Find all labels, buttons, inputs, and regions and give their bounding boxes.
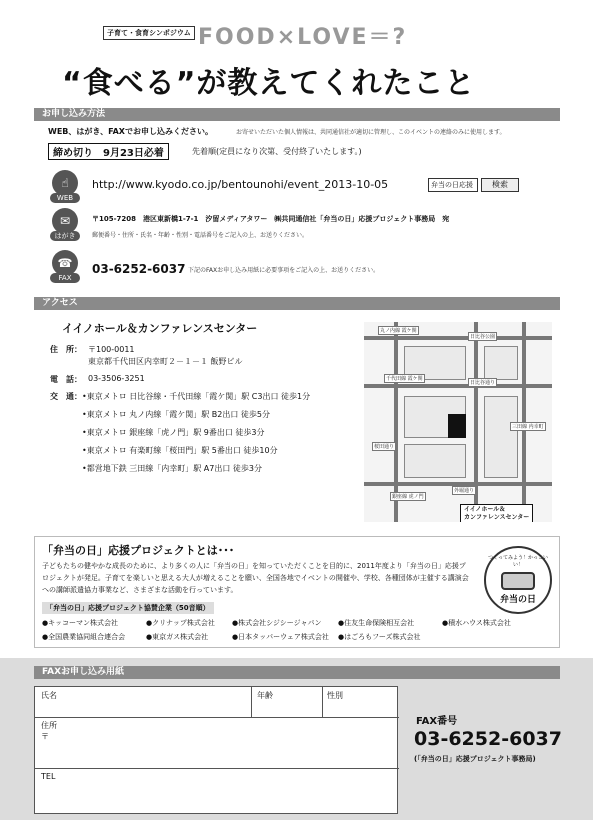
search-button[interactable]: 検索 — [481, 178, 519, 192]
map-label-toranomon: 銀座線 虎ノ門 — [392, 494, 424, 500]
transit-line: •東京メトロ 銀座線「虎ノ門」駅 9番出口 徒歩3分 — [82, 428, 265, 437]
project-body: 子どもたちの健やかな成長のために、より多くの人に「弁当の日」を知っていただくことを目的に、2011年度より「弁当の日」応援プロジェクトが発足。子育てを楽しいと思える大人が増えることを願い、全国各地でイベントの開催や、学校、各種団体が主催する講演会への講師派遣協力事業など、さまざまな活動を行っています。 — [42, 562, 469, 594]
apply-section-header: お申し込み方法 — [34, 108, 560, 121]
sponsor-item: ●日本タッパーウェア株式会社 — [232, 633, 329, 641]
event-tag: 子育て・食育シンポジウム — [103, 26, 195, 40]
gender-label: 性別 — [327, 691, 343, 700]
transit-line: •東京メトロ 有楽町線「桜田門」駅 5番出口 徒歩10分 — [82, 446, 278, 455]
map-block — [484, 346, 518, 380]
bentou-logo — [484, 546, 552, 614]
transit-line: •東京メトロ 日比谷線・千代田線「霞ケ関」駅 C3出口 徒歩1分 — [82, 392, 311, 401]
map-label-marunouchi: 丸ノ内線 霞ケ関 — [380, 328, 417, 334]
venue-marker — [448, 414, 466, 438]
map-label-hibiya-park: 日比谷公園 — [470, 334, 496, 340]
search-input[interactable]: 弁当の日応援 — [428, 178, 478, 192]
fax-number: 03-6252-6037 — [92, 262, 186, 276]
transit-line: •東京メトロ 丸ノ内線「霞ケ関」駅 B2出口 徒歩5分 — [82, 410, 271, 419]
map-label-chiyoda: 千代田線 霞ケ関 — [386, 376, 423, 382]
map-block — [404, 444, 466, 478]
address-label: 住 所： — [50, 345, 82, 354]
postcard-icon-label: はがき — [50, 231, 80, 241]
access-section-header: アクセス — [34, 297, 560, 310]
first-come-note: 先着順(定員になり次第、受付終了いたします。) — [192, 147, 362, 156]
sponsor-item: ●住友生命保険相互会社 — [338, 619, 415, 627]
page-title: “食べる”が教えてくれたこと — [62, 66, 476, 101]
sponsor-item: ●積水ハウス株式会社 — [442, 619, 511, 627]
web-icon: ☝ WEB — [50, 170, 80, 203]
tel-field[interactable] — [35, 769, 399, 813]
postal-code: 〒100-0011 — [88, 345, 135, 354]
tel-label: TEL — [41, 772, 56, 781]
event-logo: FOOD×LOVE＝? — [198, 25, 408, 50]
fax-office: (「弁当の日」応援プロジェクト事務局) — [414, 755, 536, 763]
map-venue-caption-line: カンファレンスセンター — [464, 514, 530, 521]
fax-form-header: FAXお申し込み用紙 — [34, 666, 560, 679]
venue-address: 東京都千代田区内幸町２－１－１ 飯野ビル — [88, 357, 243, 366]
map-label-hibiya-st: 日比谷通り — [470, 380, 496, 386]
privacy-note: お寄せいただいた個人情報は、共同通信社が適切に管理し、このイベントの連絡のみに使用します。 — [236, 129, 506, 136]
mail-address: 〒105-7208 港区東新橋1-7-1 汐留メディアタワー ㈱共同通信社「弁当の日」応援プロジェクト事務局 宛 — [92, 215, 450, 223]
venue-phone: 03-3506-3251 — [88, 374, 145, 383]
apply-intro: WEB、はがき、FAXでお申し込みください。 — [48, 127, 213, 136]
map-venue-caption — [460, 504, 533, 522]
fax-form-table — [34, 686, 398, 814]
venue-name: イイノホール＆カンファレンスセンター — [62, 322, 258, 335]
bentou-logo-ring-text: つくってみよう！かっこいい！ — [488, 555, 548, 568]
map-label-uchisaiwai: 三田線 内幸町 — [512, 424, 544, 430]
gender-field[interactable] — [323, 687, 399, 717]
web-icon-label: WEB — [50, 193, 80, 203]
age-field[interactable] — [252, 687, 322, 717]
access-map — [364, 322, 552, 522]
sponsor-item: ●はごろもフーズ株式会社 — [338, 633, 421, 641]
sponsor-item: ●キッコーマン株式会社 — [42, 619, 118, 627]
sponsor-item: ●クリナップ株式会社 — [146, 619, 215, 627]
map-venue-caption-line: イイノホール＆ — [464, 506, 506, 513]
map-block — [484, 396, 518, 478]
web-url-link[interactable]: http://www.kyodo.co.jp/bentounohi/event_2013-10-05 — [92, 178, 389, 191]
transit-line: •都営地下鉄 三田線「内幸町」駅 A7出口 徒歩3分 — [82, 464, 262, 473]
map-label-sakurada: 桜田通り — [374, 444, 395, 450]
bentou-logo-text: 弁当の日 — [499, 595, 536, 605]
map-label-gaien: 外堀通り — [454, 488, 475, 494]
fax-note: 下記のFAXお申し込み用紙に必要事項をご記入の上、お送りください。 — [188, 267, 380, 274]
sponsor-item: ●全国農業協同組合連合会 — [42, 633, 126, 641]
bento-box-icon — [501, 572, 535, 590]
name-label: 氏名 — [41, 691, 57, 700]
fax-caption: FAX番号 — [416, 716, 458, 727]
address-label: 住所 — [41, 721, 57, 730]
sponsor-header: 「弁当の日」応援プロジェクト協賛企業（50音順） — [42, 602, 214, 614]
fax-icon: ☎ FAX — [50, 250, 80, 283]
age-label: 年齢 — [257, 691, 273, 700]
transit-label: 交 通： — [50, 392, 82, 401]
name-field[interactable] — [35, 687, 251, 717]
sponsor-item: ●株式会社シジシージャパン — [232, 619, 322, 627]
project-title: 「弁当の日」応援プロジェクトとは･･･ — [42, 544, 235, 557]
fax-icon-label: FAX — [50, 273, 80, 283]
mail-note: 郵便番号・住所・氏名・年齢・性別・電話番号をご記入の上、お送りください。 — [92, 232, 309, 239]
phone-label: 電 話： — [50, 375, 82, 384]
postcard-icon: ✉ はがき — [50, 208, 80, 241]
address-field[interactable] — [35, 718, 399, 768]
form-fax-number: 03-6252-6037 — [414, 728, 562, 750]
deadline-badge: 締め切り 9月23日必着 — [48, 143, 169, 160]
postal-mark: 〒 — [41, 732, 49, 741]
sponsor-item: ●東京ガス株式会社 — [146, 633, 209, 641]
